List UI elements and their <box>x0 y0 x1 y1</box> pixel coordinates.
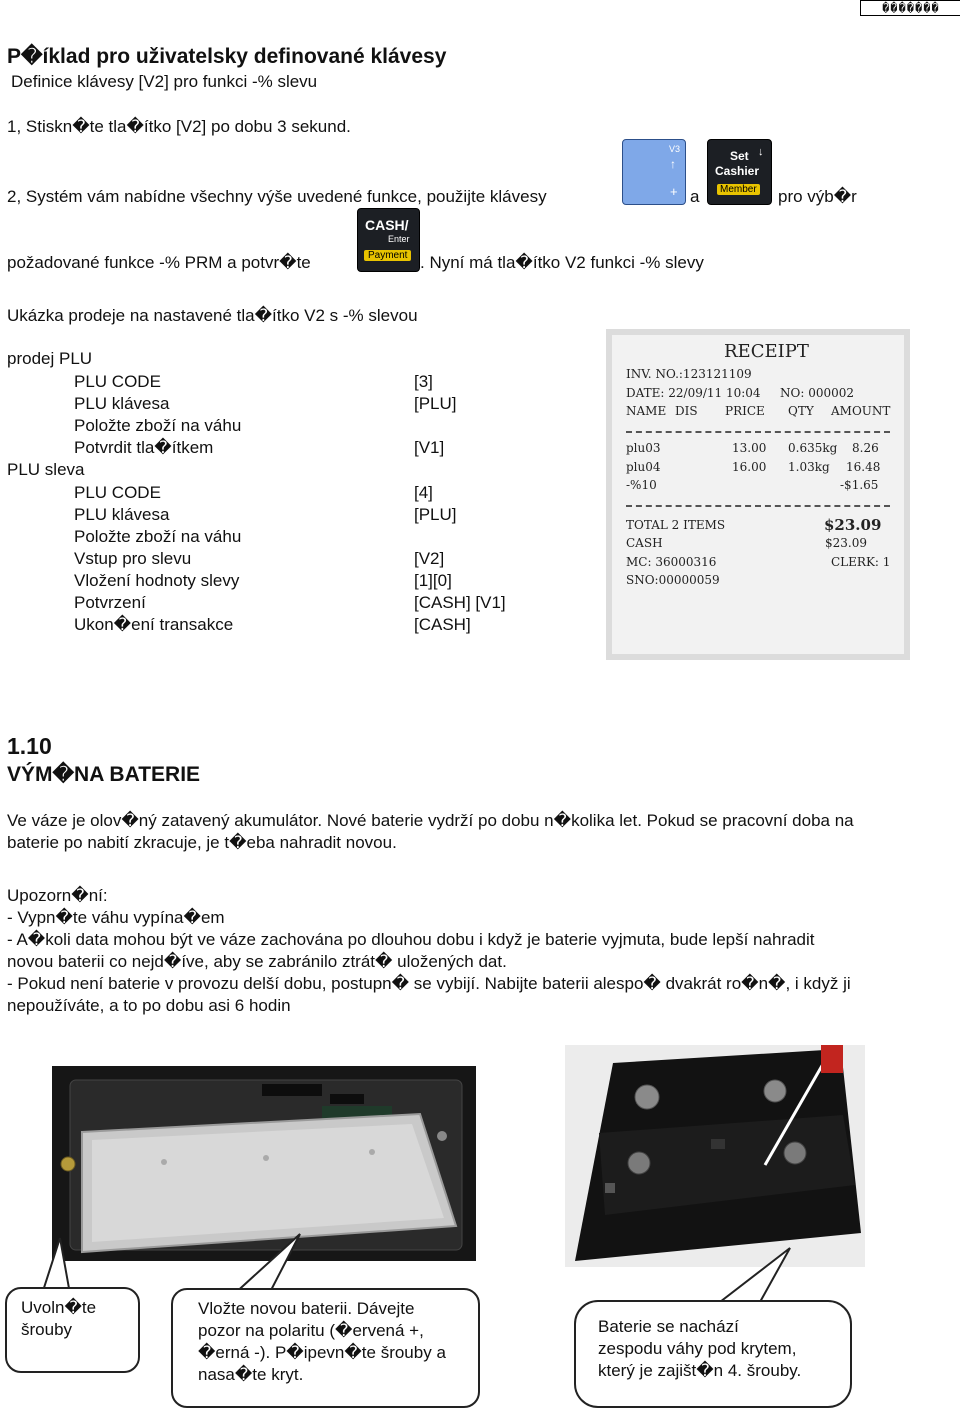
callout-text: Baterie se nachází <box>598 1317 739 1336</box>
enter-key-label: Enter <box>388 234 410 244</box>
list-item-label: PLU klávesa <box>74 505 170 524</box>
step-2-text-d: . Nyní má tla�ítko V2 funkci -% slevy <box>420 253 704 272</box>
list-item-label: Potvrdit tla�ítkem <box>74 438 214 457</box>
v3-up-key-icon <box>622 139 686 205</box>
receipt-total-label: TOTAL 2 ITEMS <box>626 518 726 532</box>
list-item-label: PLU klávesa <box>74 394 170 413</box>
callout-text: nasa�te kryt. <box>198 1365 304 1384</box>
list-item-value: [3] <box>414 372 433 391</box>
receipt-col-amount: AMOUNT <box>831 404 891 418</box>
list-item-label: Vstup pro slevu <box>74 549 192 568</box>
plu-discount-heading: PLU sleva <box>7 460 85 479</box>
callout-text: Uvoln�te <box>21 1298 97 1317</box>
list-item-value: [4] <box>414 483 433 502</box>
callout-text: šrouby <box>21 1320 73 1339</box>
callout-pointers <box>0 1230 960 1310</box>
cash-key-label: CASH/ <box>365 217 409 233</box>
warning-item: - Vypn�te váhu vypína�em <box>7 908 225 927</box>
step-2-text-b: pro výb�r <box>778 187 857 206</box>
receipt-discount-name: -%10 <box>626 478 657 492</box>
list-item-label: Položte zboží na váhu <box>74 416 242 435</box>
list-item-label: PLU CODE <box>74 372 161 391</box>
receipt-line2-amount: 16.48 <box>846 460 881 474</box>
cash-enter-key-icon <box>357 208 420 272</box>
list-item-label: Potvrzení <box>74 593 146 612</box>
arrow-up-icon: ↑ <box>670 157 676 171</box>
receipt-col-name: NAME <box>626 404 667 418</box>
callout-pointer <box>720 1248 790 1302</box>
receipt-line1-amount: 8.26 <box>852 441 879 455</box>
plus-icon: + <box>670 184 678 199</box>
section-number: 1.10 <box>7 733 52 759</box>
callout-pointer <box>232 1234 300 1296</box>
section-title: VÝM�NA BATERIE <box>7 763 201 786</box>
receipt-divider <box>626 505 890 507</box>
receipt-total-value: $23.09 <box>824 516 882 534</box>
receipt-discount-amount: -$1.65 <box>840 478 879 492</box>
step-2-text-c: požadované funkce -% PRM a potvr�te <box>7 253 311 272</box>
set-key-label: Set <box>730 149 749 163</box>
cashier-key-label: Cashier <box>715 164 760 178</box>
callout-text: �erná -). P�ipevn�te šrouby a <box>198 1343 446 1362</box>
page-title: P�íklad pro uživatelsky definované klávesy <box>7 45 447 68</box>
warning-item: - A�koli data mohou být ve váze zachována po dlouhou dobu i když je baterie vyjmuta, bude lepší nahradit <box>7 930 815 949</box>
list-item-value: [CASH] <box>414 615 471 634</box>
example-heading: Ukázka prodeje na nastavené tla�ítko V2 s -% slevou <box>7 306 418 325</box>
warning-heading: Upozorn�ní: <box>7 886 108 905</box>
list-item-value: [PLU] <box>414 394 457 413</box>
receipt-sno: SNO:00000059 <box>626 573 720 587</box>
subtitle: Definice klávesy [V2] pro funkci -% slevu <box>11 72 318 91</box>
callout-text: který je zajišt�n 4. šrouby. <box>598 1361 802 1380</box>
receipt-title: RECEIPT <box>724 341 809 362</box>
receipt-line1-qty: 0.635kg <box>788 441 838 455</box>
receipt-line2-price: 16.00 <box>732 460 767 474</box>
receipt-cash-value: $23.09 <box>825 536 867 550</box>
callout-text: pozor na polaritu (�ervená +, <box>198 1321 424 1340</box>
receipt-divider <box>626 431 890 433</box>
receipt-col-price: PRICE <box>725 404 765 418</box>
warning-item: - Pokud není baterie v provozu delší dobu, postupn� se vybijí. Nabijte baterii alespo� dvakrát ro�n�, i když ji <box>7 974 851 993</box>
page-number: ������� <box>860 0 960 16</box>
receipt-number: NO: 000002 <box>780 386 855 400</box>
receipt-invoice: INV. NO.:123121109 <box>626 367 752 381</box>
receipt-line1-name: plu03 <box>626 441 661 455</box>
list-item-value: [1][0] <box>414 571 452 590</box>
step-1: 1, Stiskn�te tla�ítko [V2] po dobu 3 sekund. <box>7 117 351 136</box>
receipt-col-qty: QTY <box>788 404 814 418</box>
receipt-date: DATE: 22/09/11 10:04 <box>626 386 761 400</box>
step-2-text-a: 2, Systém vám nabídne všechny výše uvedené funkce, použijte klávesy <box>7 187 547 206</box>
callout-pointer <box>42 1238 70 1294</box>
paragraph-line: Ve váze je olov�ný zatavený akumulátor. Nové baterie vydrží po dobu n�kolika let. Pokud se pracovní doba na <box>7 811 854 830</box>
step-2-and: a <box>690 187 700 206</box>
member-key-label: Member <box>717 184 760 195</box>
list-item-value: [CASH] [V1] <box>414 593 506 612</box>
callout-insert-battery <box>171 1288 480 1408</box>
list-item-value: [V2] <box>414 549 445 568</box>
payment-key-label: Payment <box>364 250 411 261</box>
list-item-label: Ukon�ení transakce <box>74 615 234 634</box>
list-item-label: PLU CODE <box>74 483 161 502</box>
receipt-clerk: CLERK: 1 <box>831 555 891 569</box>
set-cashier-key-icon <box>707 139 772 205</box>
receipt-line2-name: plu04 <box>626 460 661 474</box>
callout-battery-location <box>574 1300 852 1408</box>
list-item-value: [V1] <box>414 438 445 457</box>
callout-loosen-screws <box>5 1287 140 1373</box>
list-item-label: Položte zboží na váhu <box>74 527 242 546</box>
paragraph-line: baterie po nabití zkracuje, je t�eba nahradit novou. <box>7 833 397 852</box>
callout-text: zespodu váhy pod krytem, <box>598 1339 797 1358</box>
warning-item: nepoužíváte, a to po dobu asi 6 hodin <box>7 996 291 1015</box>
receipt-image <box>606 329 910 660</box>
plu-sale-heading: prodej PLU <box>7 349 93 368</box>
receipt-cash-label: CASH <box>626 536 663 550</box>
receipt-col-dis: DIS <box>675 404 698 418</box>
warning-item: novou baterii co nejd�íve, aby se zabránilo ztrát� uložených dat. <box>7 952 507 971</box>
callout-text: Vložte novou baterii. Dávejte <box>198 1299 415 1318</box>
arrow-down-icon: ↓ <box>758 146 764 158</box>
receipt-line1-price: 13.00 <box>732 441 767 455</box>
v3-key-label: V3 <box>669 144 681 154</box>
receipt-mc: MC: 36000316 <box>626 555 717 569</box>
list-item-value: [PLU] <box>414 505 457 524</box>
receipt-line2-qty: 1.03kg <box>788 460 830 474</box>
list-item-label: Vložení hodnoty slevy <box>74 571 240 590</box>
